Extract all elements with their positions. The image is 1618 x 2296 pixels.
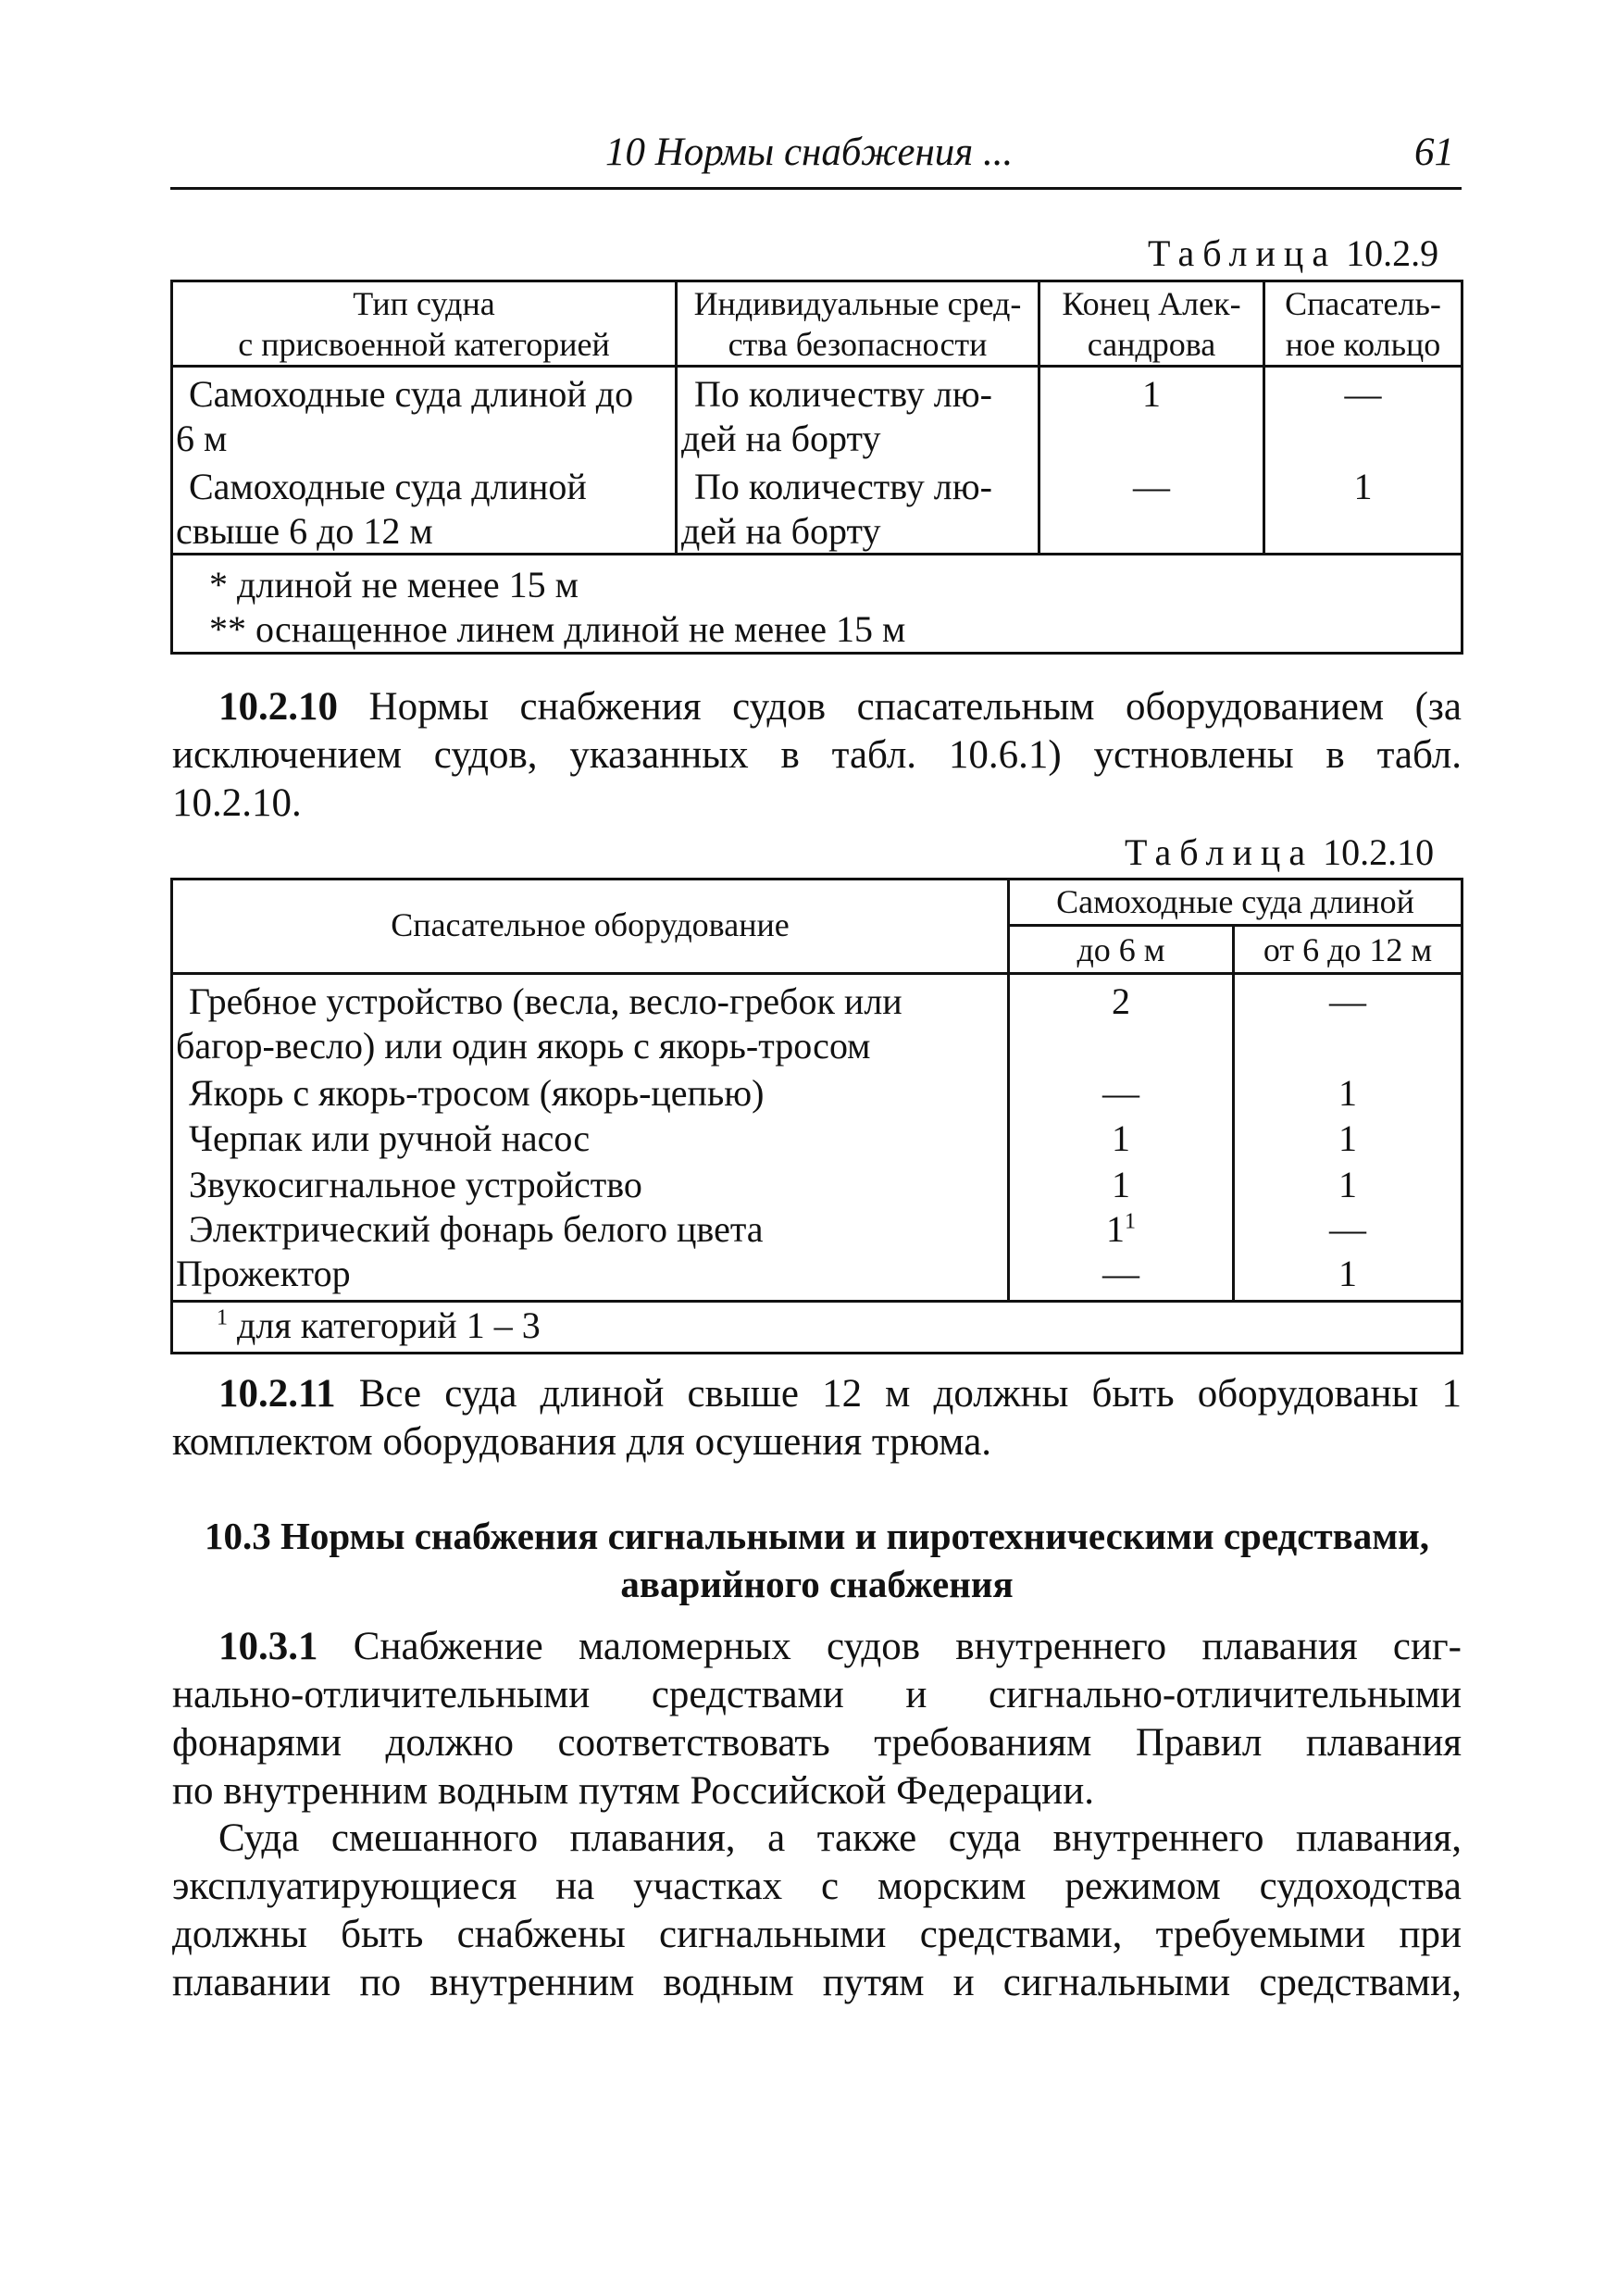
table-cell-up-to-6m: 1 [1112,1117,1130,1159]
running-head [170,130,1462,190]
header-6-to-12m: от 6 до 12 м [1263,931,1433,968]
table-row-equipment: Прожектор [176,1253,351,1294]
table-cell-6-to-12m: 1 [1338,1164,1357,1205]
table-row-equipment: Якорь с якорь-тросом (якорь-цепью) [189,1072,765,1114]
table-10-2-10-caption: Таблица 10.2.10 [1125,831,1435,873]
header-alexandrov-rope: Конец Алек- сандрова [1062,285,1241,363]
table-cell-6-to-12m: 1 [1338,1072,1357,1114]
running-head-title: 10 Нормы снабжения ... [605,131,1014,174]
table-10-2-9-caption: Таблица 10.2.9 [1148,232,1439,274]
table-cell-6-to-12m: 1 [1338,1117,1357,1159]
header-vessel-type: Тип судна с присвоенной категорией [238,285,610,363]
paragraph-10-2-10: 10.2.10 Нормы снабжения судов спасательным оборудованием (за исключением судов, указанных в табл. 10.6.1) устновлены в табл. 10.2.10. [172,685,1462,825]
table-row-means: По количеству лю- дей на борту [681,373,992,459]
table-cell-up-to-6m: — [1102,1072,1139,1114]
table-row-type: Самоходные суда длиной до 6 м [176,373,634,459]
clause-number: 10.2.10 [218,685,338,729]
table-row-equipment: Гребное устройство (весла, весло-гребок или багор-весло) или один якорь с якорь-тросом [176,980,902,1067]
table-cell-6-to-12m: 1 [1338,1253,1357,1294]
table-cell-ring: — [1344,373,1382,415]
table-cell-6-to-12m: — [1329,980,1366,1022]
header-up-to-6m: до 6 м [1077,931,1165,968]
table-note: * длиной не менее 15 м [209,564,579,605]
header-equipment: Спасательное оборудование [391,906,790,943]
footnote-ref: 1 [1125,1209,1136,1234]
table-cell-rope: 1 [1142,373,1161,415]
paragraph-mixed-navigation: Суда смешанного плавания, а также суда внутреннего плавания, эксплуатирующиеся на участках с морским режимом судоходства должны быть снабжены сигнальными средствами, требуемыми при плавании по внутренним водным путям и сигнальными средствами, [172,1816,1462,2004]
table-cell-6-to-12m: — [1329,1208,1366,1250]
clause-number: 10.3.1 [218,1625,318,1668]
section-heading-10-3: 10.3 Нормы снабжения сигнальными и пиротехническими средствами, аварийного снабжения [204,1515,1430,1605]
table-note: ** оснащенное линем длиной не менее 15 м [209,608,906,650]
paragraph-10-3-1: 10.3.1 Снабжение маломерных судов внутреннего плавания сиг- нально-отличительными средствами и сигнально-отличительными фонарями должно соответствовать требованиям Правил плавания по внутренним водным путям Российской Федерации. [172,1625,1462,1813]
page-number: 61 [1414,131,1454,174]
clause-number: 10.2.11 [218,1372,336,1416]
table-row-equipment: Звукосигнальное устройство [189,1164,642,1205]
table-cell-ring: 1 [1353,466,1373,507]
table-row-type: Самоходные суда длиной свыше 6 до 12 м [176,466,587,552]
paragraph-10-2-11: 10.2.11 Все суда длиной свыше 12 м должны быть оборудованы 1 комплектом оборудования для осушения трюма. [172,1372,1462,1464]
table-row-means: По количеству лю- дей на борту [681,466,992,552]
table-cell-up-to-6m: 1 [1112,1164,1130,1205]
table-cell-up-to-6m: $1^1$ [1106,1208,1136,1250]
table-cell-up-to-6m: 2 [1112,980,1130,1022]
table-row-equipment: Электрический фонарь белого цвета [189,1208,764,1250]
header-individual-means: Индивидуальные сред- ства безопасности [693,285,1022,363]
header-lifebuoy: Спасатель- ное кольцо [1285,285,1441,363]
header-group-length: Самоходные суда длиной [1056,883,1414,920]
table-footnote: $^1$ для категорий 1 – 3 [217,1304,541,1346]
table-row-equipment: Черпак или ручной насос [189,1117,591,1159]
table-cell-rope: — [1133,466,1170,507]
table-cell-up-to-6m: — [1102,1253,1139,1294]
